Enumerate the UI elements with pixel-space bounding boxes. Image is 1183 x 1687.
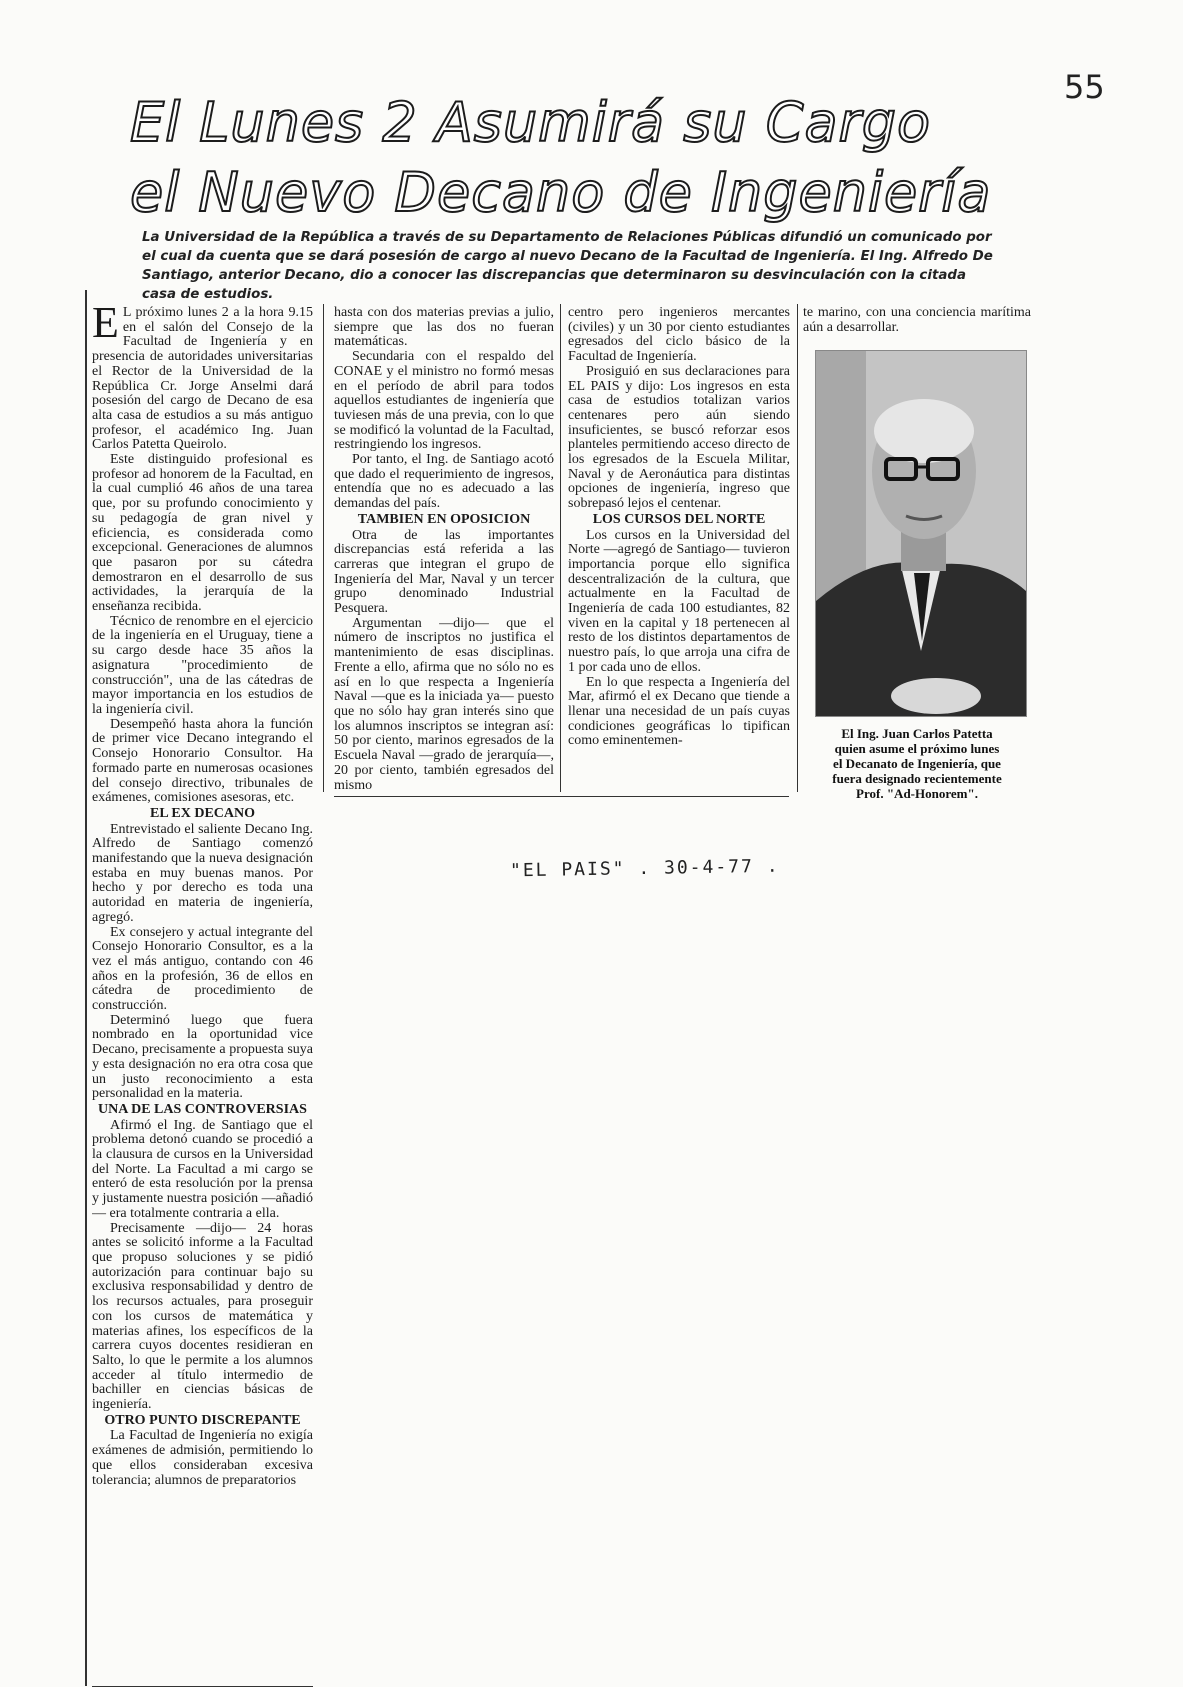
drop-cap: E — [92, 306, 119, 347]
column-rule — [85, 290, 87, 1686]
caption-line: El Ing. Juan Carlos Patetta — [841, 726, 993, 741]
caption-line: Prof. "Ad-Honorem". — [856, 786, 978, 801]
article-column-1 — [92, 306, 313, 1684]
section-subheading: OTRO PUNTO DISCREPANTE — [104, 1412, 301, 1428]
article-paragraph: Precisamente —dijo— 24 horas antes se solicitó informe a la Facultad que propuso soluciones y se pidió autorización para continuar bajo su exclusiva responsabilidad y dentro de los recursos actuales, para proseguir con los cursos de matemática y materias afines, los específicos de la carrera cuyos docentes residieran en Salto, lo que le permite a los alumnos acceder al título intermedio de bachiller en ciencias básicas de ingeniería. — [92, 1220, 313, 1413]
article-paragraph: Ex consejero y actual integrante del Consejo Honorario Consultor, es a la vez el más antiguo, contando con 46 años en la profesión, 36 de ellos en cátedra de procedimiento de construcción. — [92, 924, 313, 1014]
article-paragraph: Este distinguido profesional es profesor ad honorem de la Facultad, en la cual cumplió 46 años de una tarea que, por su profundo conocimiento y su pedagogía de gran nivel y eficiencia, es considerada como excepcional. Generaciones de alumnos que pasaron por su cátedra demostraron en el desarrollo de sus actividades, la jerarquía de la enseñanza recibida. — [92, 452, 313, 615]
article-paragraph: Determinó luego que fuera nombrado en la oportunidad vice Decano, precisamente a propuesta suya y esta designación no era otra cosa que un justo reconocimiento a esta personalidad en la materia. — [92, 1012, 313, 1102]
article-paragraph: Afirmó el Ing. de Santiago que el problema detonó cuando se procedió a la clausura de cursos en la Universidad del Norte. La Facultad a mi cargo se enteró de esta resolución por la prensa y justamente nuestra posición —añadió— era totalmente contraria a ella. — [92, 1117, 313, 1221]
article-paragraph: Por tanto, el Ing. de Santiago acotó que dado el requerimiento de ingresos, entendía que no es adecuado a las demandas del país. — [334, 452, 554, 512]
headline-line-2: el Nuevo Decano de Ingeniería — [130, 161, 992, 225]
section-subheading: UNA DE LAS CONTROVERSIAS — [98, 1101, 307, 1117]
article-paragraph: hasta con dos materias previas a julio, siempre que las dos no fueran matemáticas. — [334, 306, 554, 350]
article-paragraph: centro pero ingenieros mercantes (civiles) y un 30 por ciento estudiantes egresados del ciclo básico de la Facultad de Ingeniería. — [568, 306, 790, 365]
article-paragraph: La Facultad de Ingeniería no exigía exámenes de admisión, permitiendo lo que ellos consideraban excesiva tolerancia; alumnos de preparatorios — [92, 1428, 313, 1488]
headline-line-1: El Lunes 2 Asumirá su Cargo — [130, 91, 932, 154]
paragraph-text: L próximo lunes 2 a la hora 9.15 en el salón del Consejo de la Facultad de Ingeniería y en presencia de autoridades universitarias el Rector de la Universidad de la República Cr. Jorge Anselmi dará posesión del cargo de Decano de esa alta casa de estudios a su más antiguo profesor, el académico Ing. Juan Carlos Patetta Queirolo. — [92, 306, 313, 453]
caption-line: fuera designado recientemente — [832, 771, 1002, 786]
article-paragraph: Los cursos en la Universidad del Norte —agregó de Santiago— tuvieron importancia porque ello significa descentralización de la cultura, que actualmente en la Facultad de Ingeniería de cada 100 estudiantes, 82 viven en la capital y 18 pertenecen al resto de los distintos departamentos de nuestro país, lo que arroja una cifra de 1 por cada uno de ellos. — [568, 527, 790, 675]
handwritten-source-note: "EL PAIS" . 30-4-77 . — [509, 855, 780, 882]
section-subheading: LOS CURSOS DEL NORTE — [592, 511, 766, 527]
column-rule — [560, 304, 561, 792]
article-paragraph: Otra de las importantes discrepancias está referida a las carreras que integran el grupo de Ingeniería del Mar, Naval y un tercer grupo denominado Industrial Pesquera. — [334, 527, 554, 617]
caption-line: el Decanato de Ingeniería, que — [833, 756, 1001, 771]
lead-paragraph: La Universidad de la República a través de su Departamento de Relaciones Públicas difundió un comunicado por el cual da cuenta que se dará posesión de cargo al nuevo Decano de la Facultad de Ingeniería. El Ing. Alfredo De Santiago, anterior Decano, dio a conocer las discrepancias que determinaron su desvinculación con la citada casa de estudios. — [142, 230, 993, 302]
article-paragraph: En lo que respecta a Ingeniería del Mar, afirmó el ex Decano que tiende a llenar una necesidad de un país cuyas condiciones geográficas lo tipifican como eminentemen- — [568, 674, 790, 749]
article-paragraph: Técnico de renombre en el ejercicio de la ingeniería en el Uruguay, tiene a su cargo desde hace 35 años la asignatura "procedimiento de construcción", una de las cátedras de mayor importancia en los estudios de la ingeniería civil. — [92, 613, 313, 717]
article-paragraph: Desempeñó hasta ahora la función de primer vice Decano integrando el Consejo Honorario Consultor. Ha formado parte en numerosas ocasiones del consejo directivo, tribunales de exámenes, comisiones asesoras, etc. — [92, 716, 313, 806]
section-subheading: TAMBIEN EN OPOSICION — [357, 511, 531, 527]
article-paragraph: Argumentan —dijo— que el número de inscriptos no justifica el mantenimiento de esas disciplinas. Frente a ello, afirma que no sólo no es así en lo que respecta a Ingeniería Naval —que es la iniciada ya— puesto que no sólo hay gran interés sino que los alumnos inscriptos se integran así: 50 por ciento, marinos egresados de la Escuela Naval —grado de jerarquía—, 20 por ciento, también egresados del mismo — [334, 615, 554, 793]
article-paragraph: Entrevistado el saliente Decano Ing. Alfredo de Santiago comenzó manifestando que la nueva designación estaba en muy buenas manos. Por hecho y por derecho es toda una autoridad en materia de ingeniería, agregó. — [92, 821, 313, 925]
article-paragraph: te marino, con una conciencia marítima aún a desarrollar. — [803, 306, 1031, 335]
page-number: 55 — [1064, 68, 1105, 106]
headline — [130, 88, 1030, 228]
section-subheading: EL EX DECANO — [149, 805, 256, 821]
portrait-photo — [815, 350, 1027, 717]
photo-caption — [803, 726, 1031, 801]
article-column-2 — [334, 306, 554, 806]
article-paragraph — [92, 306, 313, 453]
article-paragraph: Prosiguió en sus declaraciones para EL PAIS y dijo: Los ingresos en esta casa de estudios totalizan varios centenares pero aún siendo insuficientes, se buscó reforzar esos planteles permitiendo acceso directo de los egresados de la Escuela Militar, Naval y de Aeronáutica para distintas opciones de ingeniería, ingreso que sobrepasó lejos el centenar. — [568, 363, 790, 512]
article-column-3 — [568, 306, 790, 806]
column-rule — [323, 304, 324, 792]
column-rule — [797, 304, 798, 792]
caption-line: quien asume el próximo lunes — [834, 741, 1000, 756]
article-paragraph: Secundaria con el respaldo del CONAE y el ministro no formó mesas en el período de abril para todos aquellos estudiantes de ingeniería que tuviesen más de una previa, con lo que se modificó la voluntad de la Facultad, restringiendo los ingresos. — [334, 349, 554, 453]
portrait-illustration — [816, 351, 1026, 716]
